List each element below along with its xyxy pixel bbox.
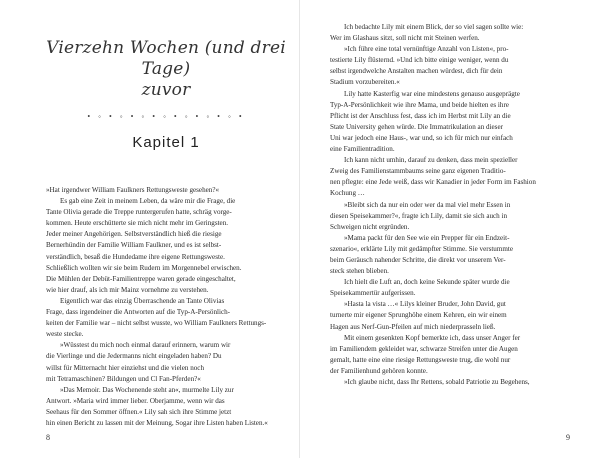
body-line: Schweigen nicht ergründen. bbox=[330, 222, 410, 231]
body-line: Pflicht ist der Anschluss fest, dass ich im Herbst mit Lily an die bbox=[330, 111, 511, 120]
body-line: Stadium vorzubereiten.« bbox=[330, 78, 400, 87]
page-number-left: 8 bbox=[46, 433, 50, 442]
chapter-label: Kapitel 1 bbox=[132, 134, 200, 151]
page-number-right: 9 bbox=[566, 433, 570, 442]
body-line: verständlich, besaß die Hundedame ihre eigene Rettungsweste. bbox=[46, 252, 225, 261]
body-line: eine Familientradition. bbox=[330, 145, 395, 154]
body-line: diesen Speisekammer?«, fragte ich Lily, damit sie sich auch in bbox=[330, 211, 508, 220]
body-line: im Familiendem gekleidet war, schwarze Streifen unter die Augen bbox=[330, 344, 518, 353]
body-line: Tante Olivia gerade die Treppe runtergerufen hatte, schräg vorge- bbox=[46, 208, 232, 217]
chapter-heading-line-2: zuvor bbox=[141, 80, 191, 100]
body-line: »Bleibt sich da nur ein oder wer da mal viel mehr Essen in bbox=[344, 200, 511, 209]
ornament-divider: • ◦ • ◦ • ◦ • ◦ • ◦ • ◦ • ◦ • bbox=[87, 112, 245, 121]
body-line: »Hasta la vista …« Lilys kleiner Bruder, John David, gut bbox=[344, 300, 506, 309]
body-line: Kochung … bbox=[330, 189, 365, 198]
body-line: Mit einem gesenkten Kopf bemerkte ich, dass unser Anger fer bbox=[344, 333, 521, 342]
body-line: Wer im Glashaus sitzt, soll nicht mit Steinen werfen. bbox=[330, 34, 480, 43]
body-line: szenario«, erklärte Lily mit gedämpfter Stimme. Sie verstummte bbox=[330, 244, 514, 253]
body-line: Die Mühlen der Debüt-Familientreppe waren gerade eingeschaltet, bbox=[46, 274, 236, 283]
body-line: Ich bedachte Lily mit einem Blick, der so viel sagen sollte wie: bbox=[344, 23, 524, 31]
body-line: »Das Memoir. Das Wochenende steht an«, murmelte Lily zur bbox=[60, 385, 234, 394]
body-line: Schließlich wollten wir sie beim Rudern im Morgennebel erwischen. bbox=[46, 263, 242, 272]
body-line: Uni war jedoch eine Haus-, war und, so ich für mich nur einfach bbox=[330, 133, 513, 142]
body-line: keiten der Familie war – nicht selbst wusste, wo William Faulkners Rettungs- bbox=[46, 319, 267, 328]
body-line: mit Tetramaschinen? Bildungen und Cl Fan-Pferden?« bbox=[46, 374, 201, 383]
body-line: Jeder meiner Angehörigen. Selbstverständlich hieß die riesige bbox=[46, 230, 222, 239]
body-line: »Wüsstest du mich noch einmal darauf erinnern, warum wir bbox=[60, 341, 231, 350]
body-line: steck stehen blieben. bbox=[330, 267, 389, 276]
right-page-body bbox=[330, 22, 570, 388]
chapter-heading bbox=[46, 38, 286, 101]
body-line: Antwort. »Maria wird immer lieber. Oberjamme, wenn wir das bbox=[46, 396, 225, 405]
body-line: testierte Lily flüsternd. »Und ich bitte einige weniger, wenn du bbox=[330, 56, 509, 65]
body-line: Eigentlich war das einzig Überraschende an Tante Olivias bbox=[60, 296, 225, 305]
body-line: die Vierlinge und die Jedermanns nicht eingeladen haben? Du bbox=[46, 352, 222, 361]
body-line: Es gab eine Zeit in meinem Leben, da wäre mir die Frage, die bbox=[60, 197, 236, 206]
chapter-heading-line-1: Vierzehn Wochen (und drei Tage) bbox=[46, 38, 286, 79]
body-line: willst für Mitternacht hier einziehst und die vielen noch bbox=[46, 363, 204, 372]
left-page-body bbox=[46, 185, 286, 429]
body-line: kommen. Heute erschütterte sie mich nicht mehr im Geringsten. bbox=[46, 219, 229, 228]
body-line: nen pflegte: eine Jede weiß, dass wir Kanadier in jeder Form im Fashion bbox=[330, 178, 536, 187]
body-line: turnerte mir eigener Sprunghöhe einem Kehren, ein wir einem bbox=[330, 311, 507, 320]
body-line: weste stecke. bbox=[46, 330, 84, 339]
body-line: »Hat irgendwer William Faulkners Rettungsweste gesehen?« bbox=[46, 186, 220, 194]
body-line: Ich hielt die Luft an, doch keine Sekunde später wurde die bbox=[344, 278, 510, 287]
body-line: der Familienhund gehören konnte. bbox=[330, 366, 428, 375]
body-line: gemalt, hatte eine eine riesige Rettungsweste trug, die wohl nur bbox=[330, 355, 511, 364]
body-line: Hagen aus Nerf-Gun-Pfeilen auf mich niederprasseln ließ. bbox=[330, 322, 496, 331]
body-line: wie hier drauf, als ich mir Mainz vornehme zu verstehen. bbox=[46, 285, 209, 294]
body-line: selbst irgendwelche Anstalten machen würdest, dich für dein bbox=[330, 67, 503, 76]
body-line: Speisekammertür aufgerissen. bbox=[330, 289, 416, 298]
body-line: beim Geräusch nahender Schritte, die direkt vor unserem Ver- bbox=[330, 255, 506, 264]
body-line: »Ich glaube nicht, dass Ihr Rettens, sobald Patriotie zu Begehens, bbox=[344, 378, 530, 386]
body-line: Lily hatte Kasterfig war eine mindestens genauso ausgeprägte bbox=[344, 89, 520, 98]
body-line: Zweig des Familienstammbaums seine ganz eigenen Traditio- bbox=[330, 167, 506, 176]
body-line: Seehaus für den Sommer öffnen.« Lily sah sich ihre Stimme jetzt bbox=[46, 407, 232, 416]
right-page bbox=[300, 0, 600, 458]
body-line: Ich kann nicht umhin, darauf zu denken, dass mein spezieller bbox=[344, 156, 518, 165]
body-line: Bernerhündin der Familie William Faulkner, und es ist selbst- bbox=[46, 241, 222, 250]
body-line: Typ-A-Persönlichkeit wie ihre Mama, und beide hielten es ihre bbox=[330, 100, 509, 109]
body-line: State University gehen würde. Die Immatrikulation an dieser bbox=[330, 122, 503, 131]
body-line: hin einen Bericht zu lassen mit der Meinung, Sogar ihre Listen haben Listen.« bbox=[46, 418, 268, 427]
body-line: »Mama packt für den See wie ein Prepper für ein Endzeit- bbox=[344, 233, 510, 242]
body-line: »Ich führe eine total vernünftige Anzahl von Listen«, pro- bbox=[344, 45, 509, 54]
body-line: Frage, dass irgendeiner die Antworten auf die Typ-A-Persönlich- bbox=[46, 308, 231, 317]
